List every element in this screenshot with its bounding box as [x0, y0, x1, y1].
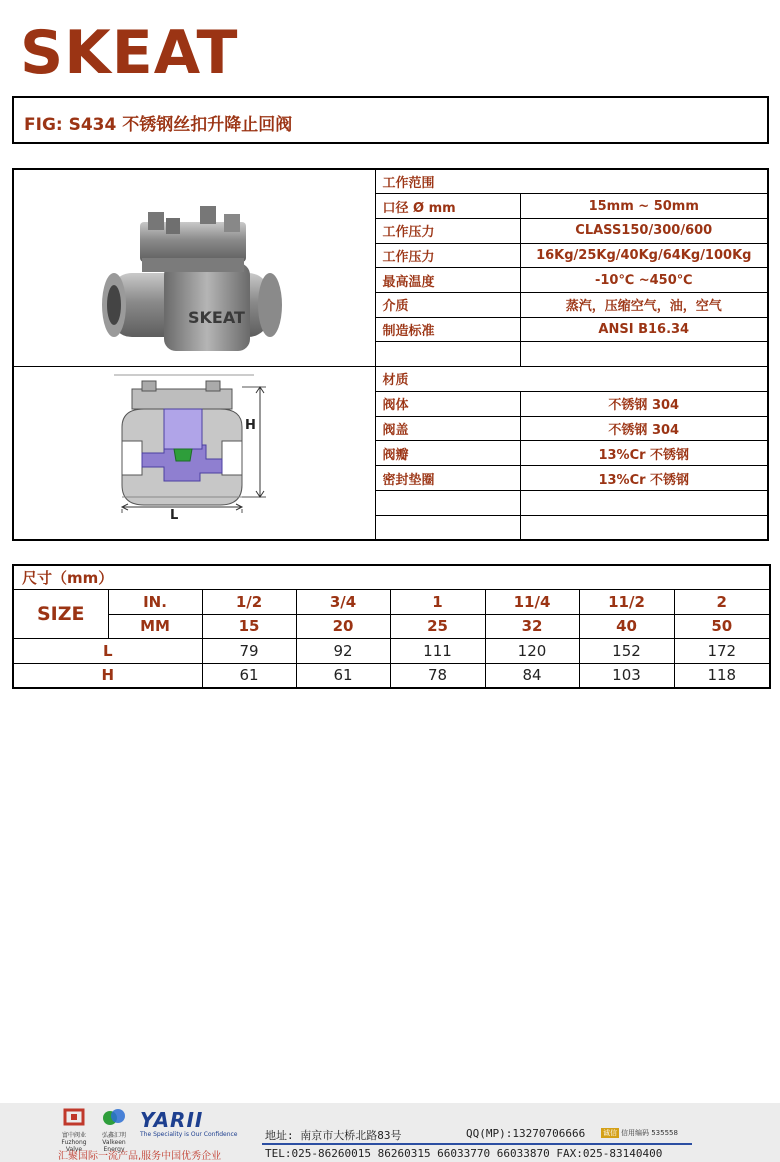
- spec-table: [12, 168, 769, 541]
- spec-label: 最高温度: [375, 268, 520, 293]
- figure-title: FIG: S434 不锈钢丝扣升降止回阀: [24, 115, 293, 135]
- size-inch: 3/4: [296, 590, 390, 615]
- size-label: SIZE: [13, 590, 108, 639]
- size-mm: 50: [674, 614, 770, 639]
- in-label: IN.: [108, 590, 202, 615]
- dimension-table: [12, 564, 771, 689]
- material-value-empty: [520, 515, 768, 540]
- logo2-name: 弘鑫汇明: [101, 1132, 126, 1139]
- material-value: 13%Cr 不锈钢: [520, 466, 768, 491]
- h-value: 61: [202, 663, 296, 688]
- brand-logo: SKEAT: [20, 18, 239, 88]
- material-label: 阀盖: [375, 416, 520, 441]
- valve-photo-cell: [13, 169, 375, 367]
- spec-label: 口径 Ø mm: [375, 194, 520, 219]
- material-heading: 材质: [375, 367, 768, 392]
- l-value: 152: [579, 639, 674, 664]
- spec-value: CLASS150/300/600: [520, 218, 768, 243]
- logo3-text: YARII: [140, 1108, 204, 1132]
- h-value: 118: [674, 663, 770, 688]
- valve-photo: [14, 170, 376, 366]
- size-inch: 11/4: [485, 590, 579, 615]
- valve-drawing: [14, 367, 376, 539]
- spec-value: 蒸汽，压缩空气，油，空气: [520, 292, 768, 317]
- logo2-sub: Valkeen Energy: [102, 1139, 126, 1153]
- spec-value-empty: [520, 342, 768, 367]
- material-value: 不锈钢 304: [520, 391, 768, 416]
- l-row-label: L: [13, 639, 202, 664]
- footer-address: 地址: 南京市大桥北路83号: [265, 1129, 402, 1142]
- material-value: 不锈钢 304: [520, 416, 768, 441]
- material-label-empty: [375, 490, 520, 515]
- size-inch: 1: [390, 590, 485, 615]
- h-value: 103: [579, 663, 674, 688]
- dimension-heading: 尺寸（mm）: [13, 565, 770, 590]
- spec-label: 介质: [375, 292, 520, 317]
- size-inch: 1/2: [202, 590, 296, 615]
- l-value: 172: [674, 639, 770, 664]
- size-mm: 20: [296, 614, 390, 639]
- working-range-heading: 工作范围: [375, 169, 768, 194]
- material-value: 13%Cr 不锈钢: [520, 441, 768, 466]
- valve-photo-marking: SKEAT: [188, 308, 245, 327]
- logo1-sub: Fuzhong Valve: [61, 1139, 87, 1153]
- footer: [0, 1103, 780, 1162]
- footer-slogan: 汇聚国际一流产品,服务中国优秀企业: [58, 1151, 222, 1162]
- footer-tel: TEL:025-86260015 86260315 66033770 66033870 FAX:025-83140400: [265, 1147, 663, 1160]
- figure-title-box: [12, 96, 769, 144]
- credit-badge: 诚信: [603, 1129, 617, 1137]
- spec-value: 16Kg/25Kg/40Kg/64Kg/100Kg: [520, 243, 768, 268]
- footer-qq: QQ(MP):13270706666: [466, 1127, 586, 1140]
- fuzhong-logo-icon: [61, 1106, 87, 1128]
- h-row-label: H: [13, 663, 202, 688]
- l-value: 92: [296, 639, 390, 664]
- h-value: 61: [296, 663, 390, 688]
- yarii-logo: [140, 1109, 245, 1138]
- footer-credit: [601, 1128, 678, 1138]
- l-value: 120: [485, 639, 579, 664]
- hongxin-logo-icon: [101, 1106, 127, 1128]
- mm-label: MM: [108, 614, 202, 639]
- fuzhong-logo: [54, 1106, 94, 1153]
- size-mm: 40: [579, 614, 674, 639]
- material-label: 阀体: [375, 391, 520, 416]
- spec-label: 制造标准: [375, 317, 520, 342]
- logo3-sub: The Speciality is Our Confidence: [140, 1131, 238, 1138]
- spec-label: 工作压力: [375, 243, 520, 268]
- credit-code: 信用编码 535558: [621, 1129, 678, 1137]
- l-value: 111: [390, 639, 485, 664]
- material-value-empty: [520, 490, 768, 515]
- size-mm: 15: [202, 614, 296, 639]
- material-label: 密封垫圈: [375, 466, 520, 491]
- size-inch: 2: [674, 590, 770, 615]
- material-label-empty: [375, 515, 520, 540]
- spec-value: ANSI B16.34: [520, 317, 768, 342]
- h-value: 78: [390, 663, 485, 688]
- hongxin-logo: [94, 1106, 134, 1153]
- size-inch: 11/2: [579, 590, 674, 615]
- size-mm: 25: [390, 614, 485, 639]
- drawing-l-label: L: [170, 508, 179, 523]
- valve-drawing-cell: [13, 367, 375, 541]
- material-label: 阀瓣: [375, 441, 520, 466]
- spec-label: 工作压力: [375, 218, 520, 243]
- spec-value: -10℃ ~450℃: [520, 268, 768, 293]
- spec-label-empty: [375, 342, 520, 367]
- footer-divider: [262, 1143, 692, 1145]
- l-value: 79: [202, 639, 296, 664]
- size-mm: 32: [485, 614, 579, 639]
- drawing-h-label: H: [245, 418, 256, 433]
- logo1-name: 富中阀业: [61, 1132, 86, 1139]
- spec-value: 15mm ~ 50mm: [520, 194, 768, 219]
- h-value: 84: [485, 663, 579, 688]
